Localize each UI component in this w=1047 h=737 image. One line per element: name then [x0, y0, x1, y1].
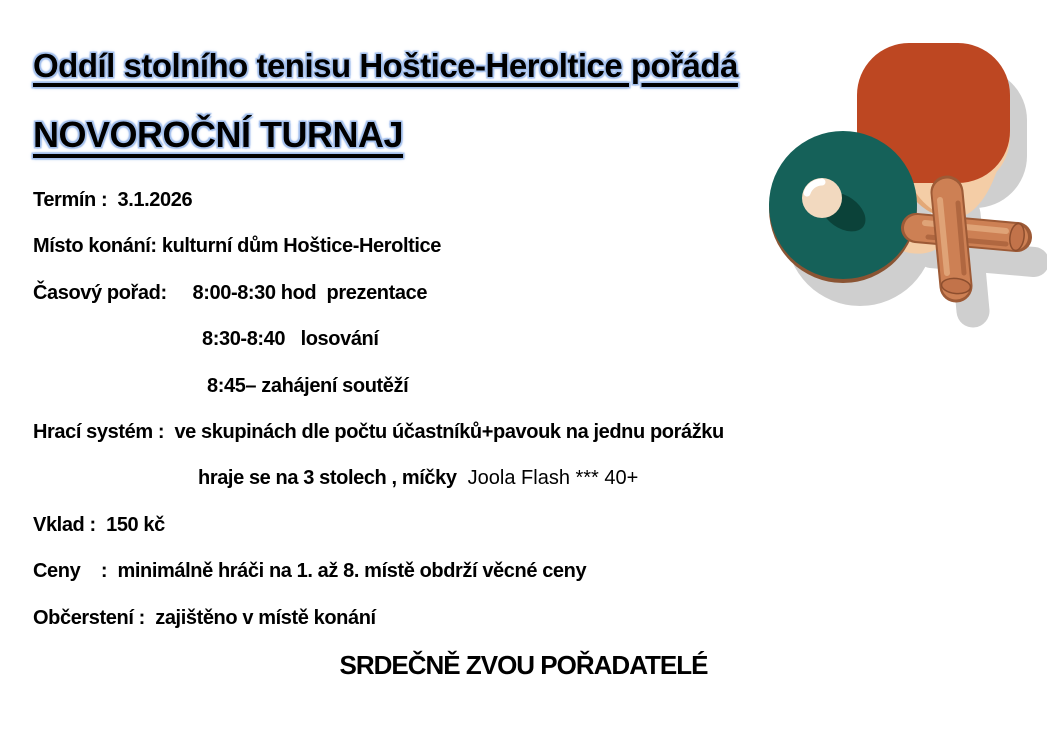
line-micky-bold: hraje se na 3 stolech , míčky [198, 467, 457, 490]
invitation-text: SRDEČNĚ ZVOU POŘADATELÉ [339, 650, 708, 680]
line-zahajeni-soutezi: 8:45– zahájení soutěží [207, 374, 409, 397]
line-misto-konani: Místo konání: kulturní dům Hoštice-Heroltice [33, 235, 441, 258]
flyer-details [33, 177, 724, 641]
line-obcerstveni: Občerstení : zajištěno v místě konání [33, 606, 376, 629]
flyer-title: Oddíl stolního tenisu Hoštice-Heroltice pořádá [33, 47, 738, 84]
line-losovani: 8:30-8:40 losování [202, 328, 379, 351]
line-ceny: Ceny : minimálně hráči na 1. až 8. místě obdrží věcné ceny [33, 560, 587, 583]
line-micky [33, 455, 724, 501]
tournament-title: NOVOROČNÍ TURNAJ [33, 114, 404, 155]
line-micky-regular: Joola Flash *** 40+ [456, 467, 639, 490]
line-termin: Termín : 3.1.2026 [33, 189, 193, 211]
line-casovy-porad: Časový pořad: 8:00-8:30 hod prezentace [33, 281, 428, 304]
table-tennis-paddles-illustration [740, 15, 1047, 345]
line-vklad: Vklad : 150 kč [33, 513, 165, 536]
ball [802, 178, 842, 218]
line-hraci-system: Hrací systém : ve skupinách dle počtu účastníků+pavouk na jednu porážku [33, 420, 724, 443]
